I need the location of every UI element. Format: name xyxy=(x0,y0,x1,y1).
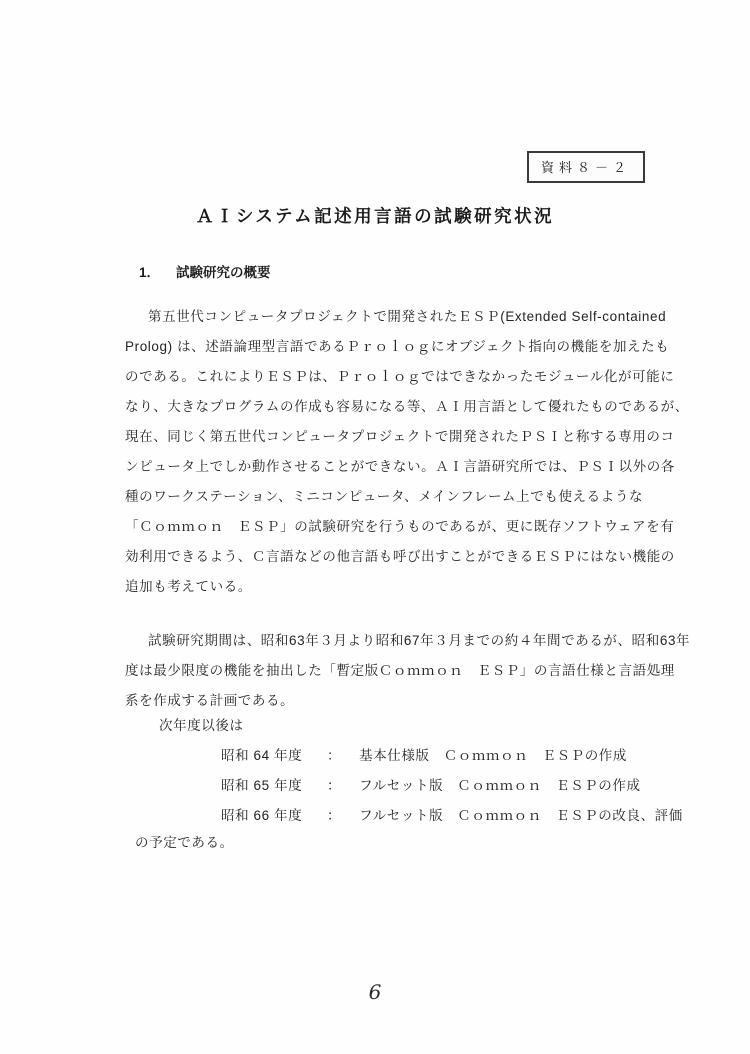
schedule-colon: ： xyxy=(327,748,342,763)
text-line: なり、大きなプログラムの作成も容易になる等、ＡＩ用言語として優れたものであるが、 xyxy=(125,399,689,414)
text-line: 度は最少限度の機能を抽出した「暫定版Ｃｏｍｍｏｎ ＥＳＰ」の言語仕様と言語処理 xyxy=(125,663,675,678)
schedule-list xyxy=(221,741,683,831)
text-line: 第五世代コンピュータプロジェクトで開発されたＥＳＰ(Extended Self-contained xyxy=(148,309,667,324)
page-title: ＡＩシステム記述用言語の試験研究状況 xyxy=(195,206,555,226)
next-years-intro: 次年度以後は xyxy=(159,718,244,733)
text-line: 「Ｃｏｍｍｏｎ ＥＳＰ」の試験研究を行うものであるが、更に既存ソフトウェアを有 xyxy=(125,519,675,534)
text-line: 追加も考えている。 xyxy=(125,579,252,594)
schedule-desc: 基本仕様版 Ｃｏｍｍｏｎ ＥＳＰの作成 xyxy=(359,748,628,763)
schedule-desc: フルセット版 Ｃｏｍｍｏｎ ＥＳＰの作成 xyxy=(359,778,641,793)
schedule-row xyxy=(221,771,683,801)
doc-label-box xyxy=(527,151,645,183)
section-number: 1． xyxy=(139,265,161,280)
text-line: ンピュータ上でしか動作させることができない。ＡＩ言語研究所では、ＰＳＩ以外の各 xyxy=(125,459,675,474)
text-line: Prolog) は、述語論理型言語であるＰｒｏｌｏｇにオブジェクト指向の機能を加えたも xyxy=(125,339,670,354)
schedule-colon: ： xyxy=(327,778,342,793)
schedule-row xyxy=(221,801,683,831)
text-line: 効利用できるよう、Ｃ言語などの他言語も呼び出すことができるＥＳＰにはない機能の xyxy=(125,549,675,564)
text-line: 系を作成する計画である。 xyxy=(125,693,295,708)
section-title: 試験研究の概要 xyxy=(176,265,271,280)
schedule-year: 昭和 66 年度 xyxy=(221,808,303,823)
paragraph-2 xyxy=(125,626,691,716)
section-heading xyxy=(139,261,271,281)
schedule-colon: ： xyxy=(327,808,342,823)
paragraph-1 xyxy=(125,302,689,602)
text-line: 現在、同じく第五世代コンピュータプロジェクトで開発されたＰＳＩと称する専用のコ xyxy=(125,429,675,444)
text-line: のである。これによりＥＳＰは、Ｐｒｏｌｏｇではできなかったモジュール化が可能に xyxy=(125,369,675,384)
closing-line: の予定である。 xyxy=(135,835,234,850)
page-number: 6 xyxy=(368,980,382,1004)
text-line: 種のワークステーション、ミニコンピュータ、メインフレーム上でも使えるような xyxy=(125,489,644,504)
schedule-desc: フルセット版 Ｃｏｍｍｏｎ ＥＳＰの改良、評価 xyxy=(359,808,683,823)
schedule-year: 昭和 64 年度 xyxy=(221,748,303,763)
schedule-year: 昭和 65 年度 xyxy=(221,778,303,793)
schedule-row xyxy=(221,741,683,771)
doc-label-text: 資料８－２ xyxy=(541,160,632,175)
text-line: 試験研究期間は、昭和63年３月より昭和67年３月までの約４年間であるが、昭和63年 xyxy=(148,633,691,648)
